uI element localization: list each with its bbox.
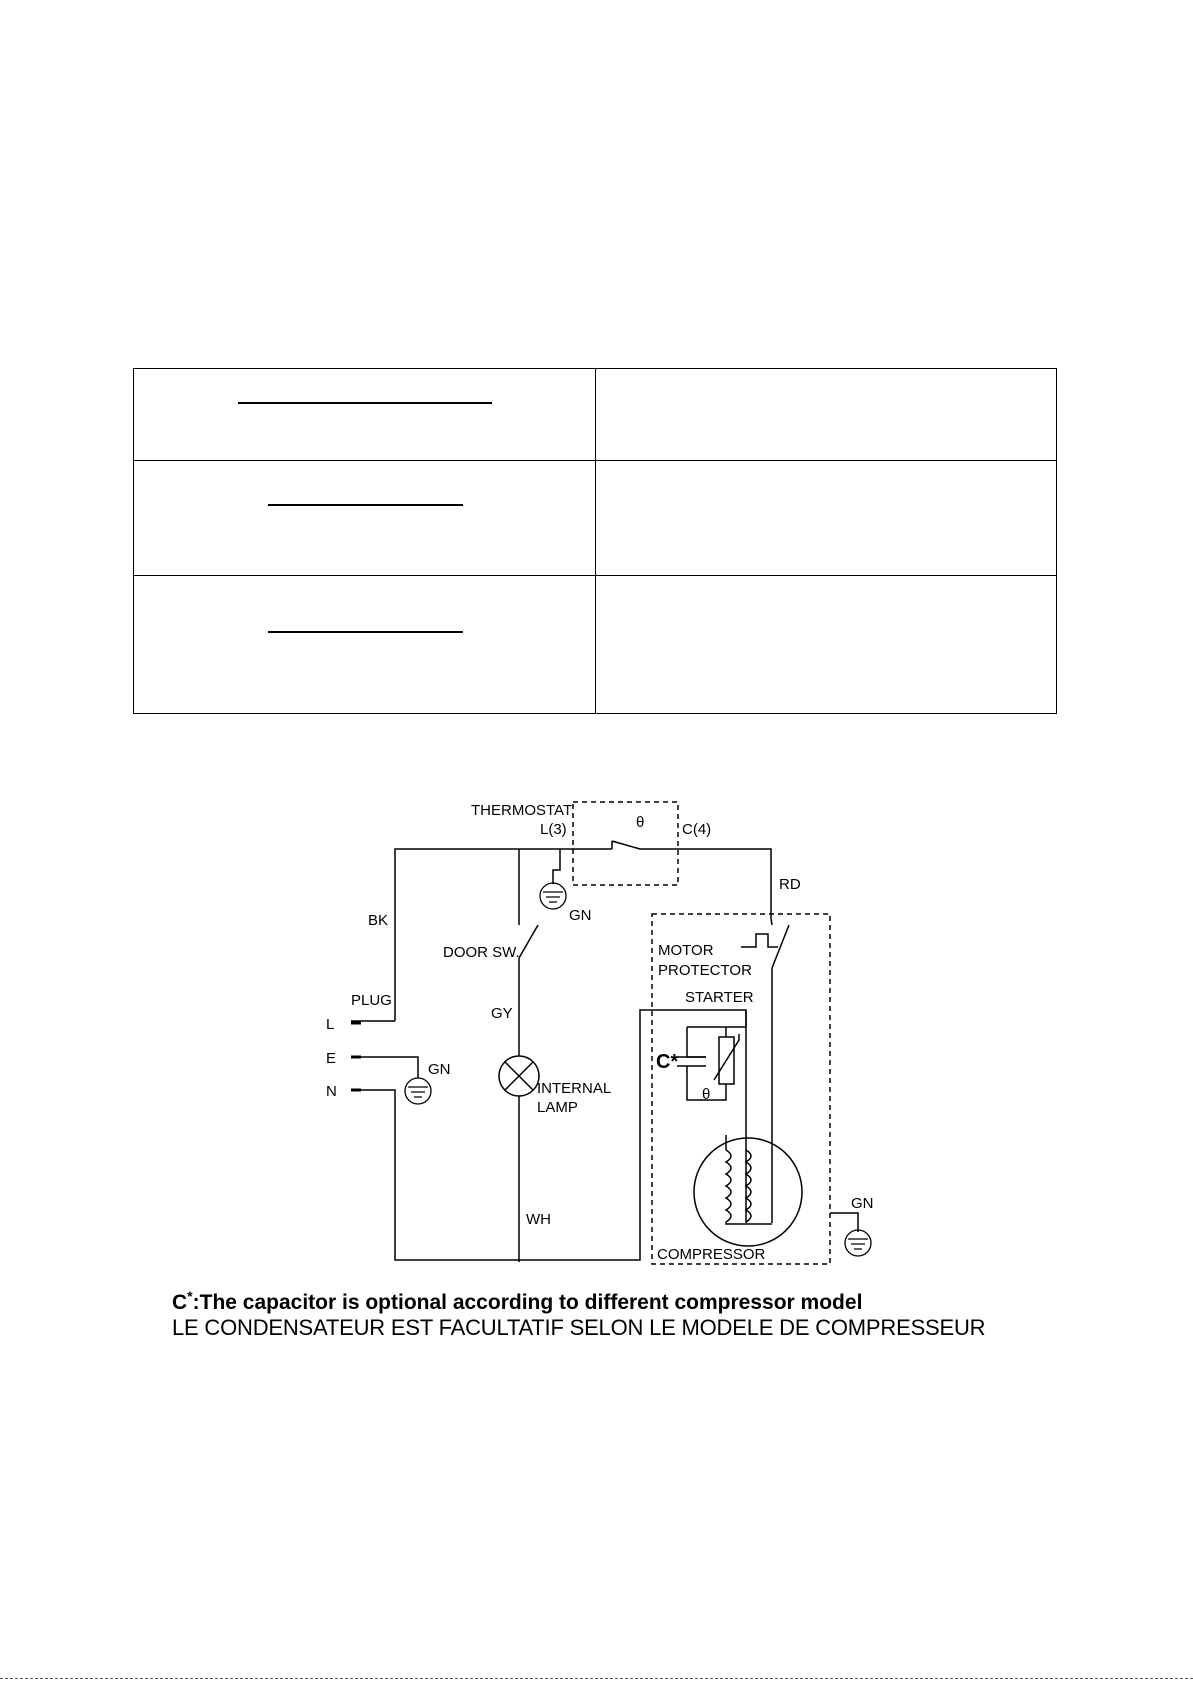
compressor-motor (694, 1138, 802, 1246)
gn-thermostat-label: GN (569, 907, 592, 924)
motor-label: MOTOR (658, 942, 714, 959)
ground-symbol-compressor (845, 1230, 871, 1256)
protector-label: PROTECTOR (658, 962, 752, 979)
plug-n-label: N (326, 1083, 337, 1100)
plug-label: PLUG (351, 992, 392, 1009)
thermostat-box (573, 802, 678, 885)
internal-label: INTERNAL (537, 1080, 612, 1097)
page-bottom-rule (0, 1678, 1193, 1679)
gy-label: GY (491, 1005, 513, 1022)
starter-label: STARTER (685, 989, 754, 1006)
note-star: * (187, 1288, 193, 1304)
motor-protector-symbol (741, 934, 778, 947)
ptc-slash (714, 1034, 739, 1080)
thermostat-label: THERMOSTAT (471, 802, 573, 819)
rd-label: RD (779, 876, 801, 893)
capacitor-note-english (172, 1288, 862, 1315)
door-switch-contact (519, 925, 538, 958)
compressor-ground-wire (830, 1213, 858, 1232)
e-wire (361, 1057, 418, 1078)
starter-wire (687, 1010, 746, 1027)
thermostat-switch (612, 841, 640, 849)
capacitor-note-french: LE CONDENSATEUR EST FACULTATIF SELON LE MODELE DE COMPRESSEUR (172, 1315, 986, 1340)
ground-symbol-thermostat (540, 883, 566, 909)
compressor-winding-right (746, 1150, 751, 1222)
internal-lamp-cross (505, 1062, 533, 1090)
gn-plug-label: GN (428, 1061, 451, 1078)
plug-e-label: E (326, 1050, 337, 1067)
note-c-prefix: C (172, 1291, 188, 1314)
bk-wire (395, 849, 612, 1021)
compressor-label: COMPRESSOR (657, 1246, 766, 1263)
l3-label: L(3) (540, 821, 567, 838)
compressor-winding-left (726, 1150, 731, 1222)
starter-theta: θ (702, 1086, 711, 1103)
capacitor-label: C* (656, 1051, 679, 1073)
wh-label: WH (526, 1211, 551, 1228)
door-sw-label: DOOR SW. (443, 944, 520, 961)
protector-contact (772, 925, 789, 1223)
plug-l-label: L (326, 1016, 335, 1033)
bk-label: BK (368, 912, 389, 929)
c4-label: C(4) (682, 821, 712, 838)
thermostat-ground-wire (553, 849, 560, 884)
ground-symbol-plug (405, 1078, 431, 1104)
n-wire (361, 1010, 746, 1260)
thermostat-theta: θ (636, 814, 645, 831)
compressor-winding-wires (726, 1135, 772, 1224)
lamp-label: LAMP (537, 1099, 578, 1116)
capacitor-symbol (677, 1057, 706, 1066)
note-en-text: :The capacitor is optional according to different compressor model (192, 1291, 863, 1314)
gn-compressor-label: GN (851, 1195, 874, 1212)
